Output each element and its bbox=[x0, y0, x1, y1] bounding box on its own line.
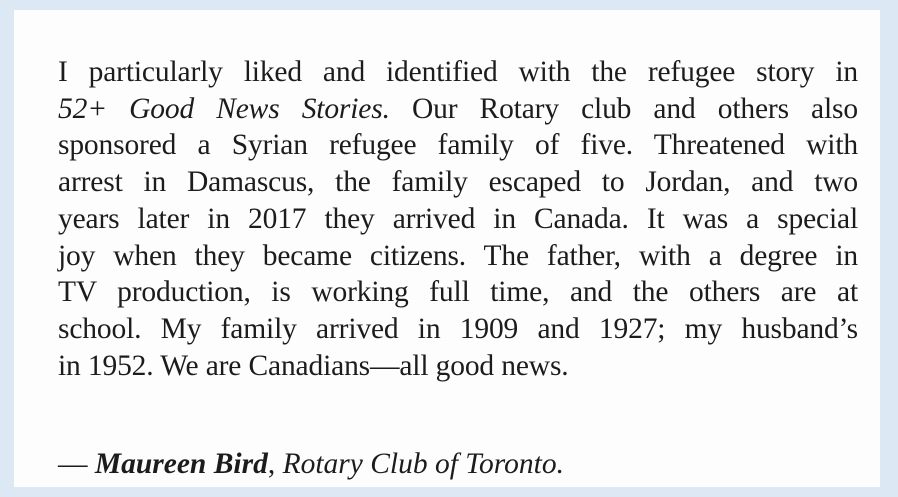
signature-club: Rotary Club of Toronto. bbox=[282, 448, 564, 480]
letter-line-2 bbox=[58, 91, 858, 128]
letter-body bbox=[58, 54, 858, 384]
letter-line-4: arrest in Damascus, the family escaped to Jordan, and two bbox=[58, 166, 858, 199]
letter-line-1: I particularly liked and identified with the refugee story in bbox=[58, 56, 858, 88]
letter-line-3: sponsored a Syrian refugee family of five. Threatened with bbox=[58, 129, 858, 162]
letter-line-5: years later in 2017 they arrived in Canada. It was a special bbox=[58, 202, 858, 235]
signature-name: Maureen Bird bbox=[94, 448, 268, 480]
letter-card bbox=[14, 10, 880, 487]
signature-separator: , bbox=[267, 448, 283, 480]
letter-line-6: joy when they became citizens. The father, with a degree in bbox=[58, 239, 858, 272]
signature bbox=[58, 446, 564, 482]
book-title: 52+ Good News Stories. bbox=[58, 92, 390, 125]
letter-line-9: in 1952. We are Canadians—all good news. bbox=[58, 349, 569, 382]
letter-line-2-rest: Our Rotary club and others also bbox=[389, 92, 858, 125]
letter-line-8: school. My family arrived in 1909 and 1927; my husband’s bbox=[58, 312, 858, 345]
letter-line-7: TV production, is working full time, and the others are at bbox=[58, 276, 858, 309]
signature-dash: — bbox=[58, 448, 95, 480]
